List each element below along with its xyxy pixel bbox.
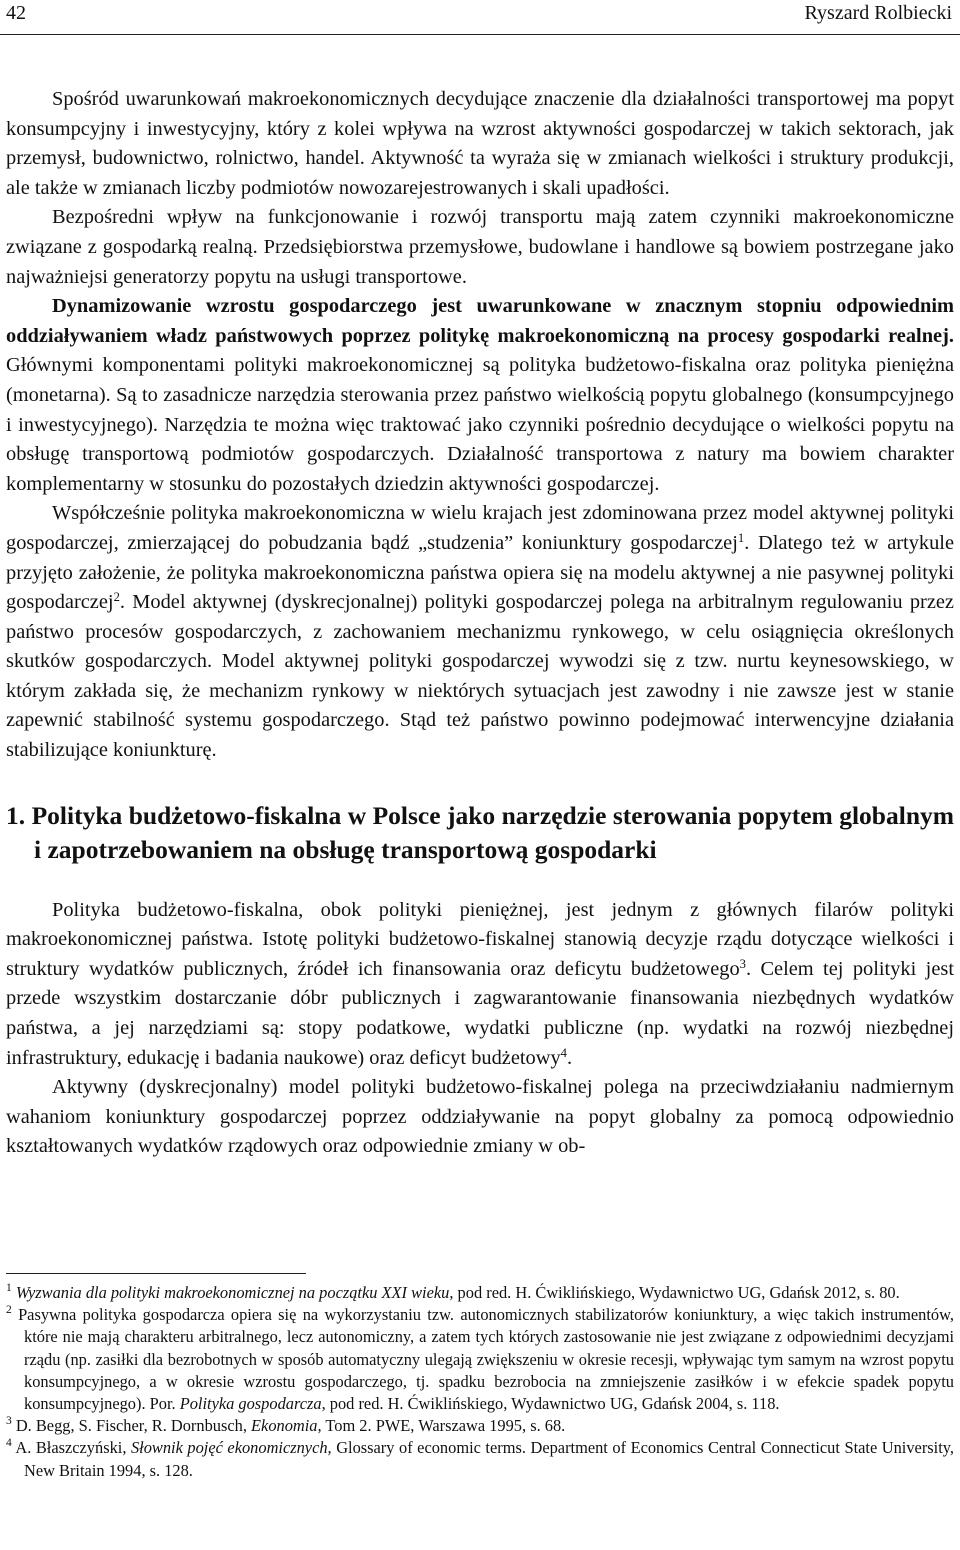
footnote-number: 3 <box>6 1415 12 1428</box>
paragraph-text: . Model aktywnej (dyskrecjonalnej) polityki gospodarczej polega na arbitralnym regulowaniu przez państwo procesów gospodarczych, z zachowaniem mechanizmu rynkowego, w celu osiągnięcia określonych skutków gospodarczych. Model aktywnej polityki gospodarczej wywodzi się z tzw. nurtu keynesowskiego, w którym zakłada się, że mechanizm rynkowy w niektórych sytuacjach jest zawodny i nie zawsze jest w stanie zapewnić stabilność systemu gospodarczego. Stąd też państwo powinno podejmować interwencyjne działania stabilizujące koniunkturę. <box>6 591 954 762</box>
footnote-number: 1 <box>6 1282 12 1295</box>
page-number: 42 <box>6 2 26 24</box>
paragraph <box>6 1073 954 1162</box>
paragraph-text: Głównymi komponentami polityki makroekonomicznej są polityka budżetowo-fiskalna oraz polityka pieniężna (monetarna). Są to zasadnicze narzędzia sterowania przez państwo wielkością popytu globalnego (konsumpcyjnego i inwestycyjnego). Narzędzia te można więc traktować jako czynniki pośrednio decydujące o wielkości popytu na obsługę transportową podmiotów gospodarczych. Działalność transportowa z natury ma bowiem charakter komplementarny w stosunku do pozostałych dziedzin aktywności gospodarczej. <box>6 354 954 495</box>
footnote-text: Pasywna polityka gospodarcza opiera się na wykorzystaniu tzw. autonomicznych stabilizatorów koniunktury, a więc takich instrumentów, które nie mają charakteru arbitralnego, lecz autonomiczny, a zatem tych których zastosowanie nie jest związane z odpowiednimi decyzjami rządu (np. zasiłki dla bezrobotnych w sposób automatyczny ulegają zwiększeniu w okresie recesji, wpływając tym samym na wzrost popytu konsumpcyjnego, a w okresie wzrostu gospodarczego, tj. spadku bezrobocia na zmniejszenie zasiłków i w efekcie spadek popytu konsumpcyjnego). Por. <box>18 1305 954 1414</box>
footnote-divider <box>6 1273 306 1274</box>
footnote-ref-2[interactable]: 2 <box>113 590 120 605</box>
footnote-title: Polityka gospodarcza <box>179 1394 322 1414</box>
footnote-text: D. Begg, S. Fischer, R. Dornbusch, <box>15 1416 252 1436</box>
footnote-title: Ekonomia <box>251 1416 318 1436</box>
footnote-text: , pod red. H. Ćwiklińskiego, Wydawnictwo UG, Gdańsk 2012, s. 80. <box>449 1283 900 1302</box>
paragraph-text: Aktywny (dyskrecjonalny) model polityki budżetowo-fiskalnej polega na przeciwdziałaniu nadmiernym wahaniom koniunktury gospodarczej poprzez oddziaływanie na popyt globalny za pomocą odpowiednio kształtowanych wydatków rządowych oraz odpowiednie zmiany w ob- <box>6 1076 954 1158</box>
footnote-number: 2 <box>6 1304 12 1317</box>
paragraph-text: . Dlatego też w artykule przyjęto założenie, że polityka makroekonomiczna państwa opiera się na modelu aktywnej a nie pasywnej polityki gospodarczej <box>6 531 954 614</box>
running-head-author: Ryszard Rolbiecki <box>804 2 952 24</box>
footnote-text: , pod red. H. Ćwiklińskiego, Wydawnictwo UG, Gdańsk 2004, s. 118. <box>321 1394 780 1414</box>
footnote-text: Glossary of economic terms. Department of Economics Central Connecticut State University, New Britain 1994, s. 128. <box>24 1438 954 1480</box>
footnote-1 <box>6 1282 954 1304</box>
paragraph-text: Współcześnie polityka makroekonomiczna w wielu krajach jest zdominowana przez model aktywnej polityki gospodarczej, zmierzającej do pobudzania bądź „studzenia” koniunktury gospodarczej <box>6 502 954 554</box>
paragraph-text: . Celem tej polityki jest przede wszystkim dostarczanie dóbr publicznych i zagwarantowanie finansowania niezbędnych wydatków państwa, a jej narzędziami są: stopy podatkowe, wydatki publiczne (np. wydatki na rozwój niezbędnej infrastruktury, edukację i badania naukowe) oraz deficyt budżetowy <box>6 957 954 1069</box>
footnote-2 <box>6 1304 954 1415</box>
paragraph <box>6 292 954 499</box>
footnote-title: Słownik pojęć ekonomicznych, <box>130 1438 332 1458</box>
bold-statement: Dynamizowanie wzrostu gospodarczego jest uwarunkowane w znacznym stopniu odpowiednim oddziaływaniem władz państwowych poprzez politykę makroekonomiczną na procesy gospodarki realnej. <box>6 295 954 347</box>
footnote-number: 4 <box>6 1437 12 1450</box>
footnote-ref-1[interactable]: 1 <box>737 530 745 545</box>
paragraph <box>6 896 954 1074</box>
footnote-text: , Tom 2. PWE, Warszawa 1995, s. 68. <box>317 1416 566 1436</box>
page-header <box>0 0 960 35</box>
footnote-ref-3[interactable]: 3 <box>739 956 746 971</box>
section-heading: 1. Polityka budżetowo-fiskalna w Polsce jako narzędzie sterowania popytem globalnym i zapotrzebowaniem na obsługę transportową gospodarki <box>6 800 954 864</box>
main-text <box>6 85 954 1162</box>
footnote-4 <box>6 1437 954 1481</box>
footnotes <box>6 1282 954 1482</box>
paragraph <box>6 203 954 292</box>
paragraph-text: Polityka budżetowo-fiskalna, obok polityki pieniężnej, jest jednym z głównych filarów polityki makroekonomicznej państwa. Istotę polityki budżetowo-fiskalnej stanowią decyzje rządu dotyczące wielkości i struktury wydatków publicznych, źródeł ich finansowania oraz deficytu budżetowego <box>6 898 954 980</box>
footnote-3 <box>6 1415 954 1437</box>
footnote-ref-4[interactable]: 4 <box>560 1045 567 1060</box>
paragraph-text: Bezpośredni wpływ na funkcjonowanie i rozwój transportu mają zatem czynniki makroekonomiczne związane z gospodarką realną. Przedsiębiorstwa przemysłowe, budowlane i handlowe są bowiem postrzegane jako najważniejsi generatorzy popytu na usługi transportowe. <box>6 206 954 288</box>
footnote-title: Wyzwania dla polityki makroekonomicznej na początku XXI wieku <box>15 1283 450 1302</box>
paragraph <box>6 85 954 203</box>
paragraph-text: . <box>566 1046 573 1069</box>
paragraph-text: Spośród uwarunkowań makroekonomicznych decydujące znaczenie dla działalności transportowej ma popyt konsumpcyjny i inwestycyjny, który z kolei wpływa na wzrost aktywności gospodarczej w takich sektorach, jak przemysł, budownictwo, rolnictwo, handel. Aktywność ta wyraża się w zmianach wielkości i struktury produkcji, ale także w zmianach liczby podmiotów nowozarejestrowanych i skali upadłości. <box>6 88 954 199</box>
footnote-text: A. Błaszczyński, <box>15 1438 131 1458</box>
paragraph <box>6 499 954 765</box>
